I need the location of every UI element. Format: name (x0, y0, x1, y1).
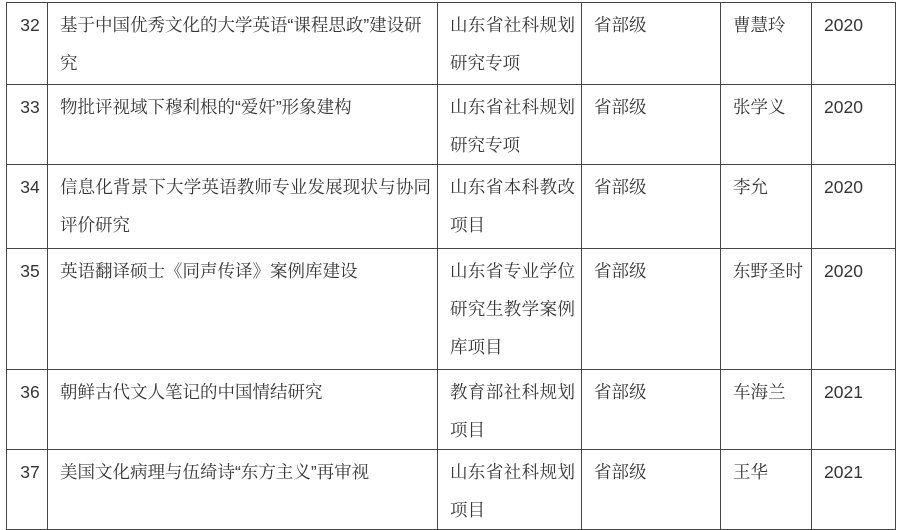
cell-project-source: 山东省社科规划 研究专项 (438, 85, 582, 165)
cell-project-source: 山东省社科规划 项目 (438, 450, 582, 530)
cell-year: 2020 (812, 165, 896, 249)
cell-project-source: 教育部社科规划 项目 (438, 370, 582, 450)
cell-person-name: 东野圣时 (721, 249, 812, 370)
cell-person-name: 王华 (721, 450, 812, 530)
cell-row-number: 37 (7, 450, 48, 530)
cell-year: 2020 (812, 249, 896, 370)
cell-project-title: 美国文化病理与伍绮诗“东方主义”再审视 (48, 450, 438, 530)
table-row (7, 85, 896, 165)
cell-row-number: 35 (7, 249, 48, 370)
cell-project-title: 信息化背景下大学英语教师专业发展现状与协同 评价研究 (48, 165, 438, 249)
table-row (7, 249, 896, 370)
cell-project-level: 省部级 (582, 3, 721, 85)
cell-person-name: 张学义 (721, 85, 812, 165)
cell-project-title: 基于中国优秀文化的大学英语“课程思政”建设研究 (48, 3, 438, 85)
cell-year: 2020 (812, 85, 896, 165)
cell-person-name: 曹慧玲 (721, 3, 812, 85)
cell-row-number: 36 (7, 370, 48, 450)
cell-year: 2021 (812, 450, 896, 530)
cell-project-source: 山东省本科教改 项目 (438, 165, 582, 249)
table-row (7, 370, 896, 450)
cell-project-title: 朝鲜古代文人笔记的中国情结研究 (48, 370, 438, 450)
cell-project-source: 山东省社科规划 研究专项 (438, 3, 582, 85)
cell-row-number: 32 (7, 3, 48, 85)
cell-project-level: 省部级 (582, 85, 721, 165)
cell-year: 2020 (812, 3, 896, 85)
projects-table (6, 2, 896, 530)
cell-project-level: 省部级 (582, 165, 721, 249)
cell-row-number: 33 (7, 85, 48, 165)
table-row (7, 450, 896, 530)
cell-project-level: 省部级 (582, 370, 721, 450)
cell-project-title: 英语翻译硕士《同声传译》案例库建设 (48, 249, 438, 370)
cell-row-number: 34 (7, 165, 48, 249)
cell-person-name: 车海兰 (721, 370, 812, 450)
cell-person-name: 李允 (721, 165, 812, 249)
cell-year: 2021 (812, 370, 896, 450)
cell-project-source: 山东省专业学位 研究生教学案例 库项目 (438, 249, 582, 370)
cell-project-title: 物批评视域下穆利根的“爱奸”形象建构 (48, 85, 438, 165)
table-row (7, 165, 896, 249)
table-row (7, 3, 896, 85)
cell-project-level: 省部级 (582, 450, 721, 530)
cell-project-level: 省部级 (582, 249, 721, 370)
